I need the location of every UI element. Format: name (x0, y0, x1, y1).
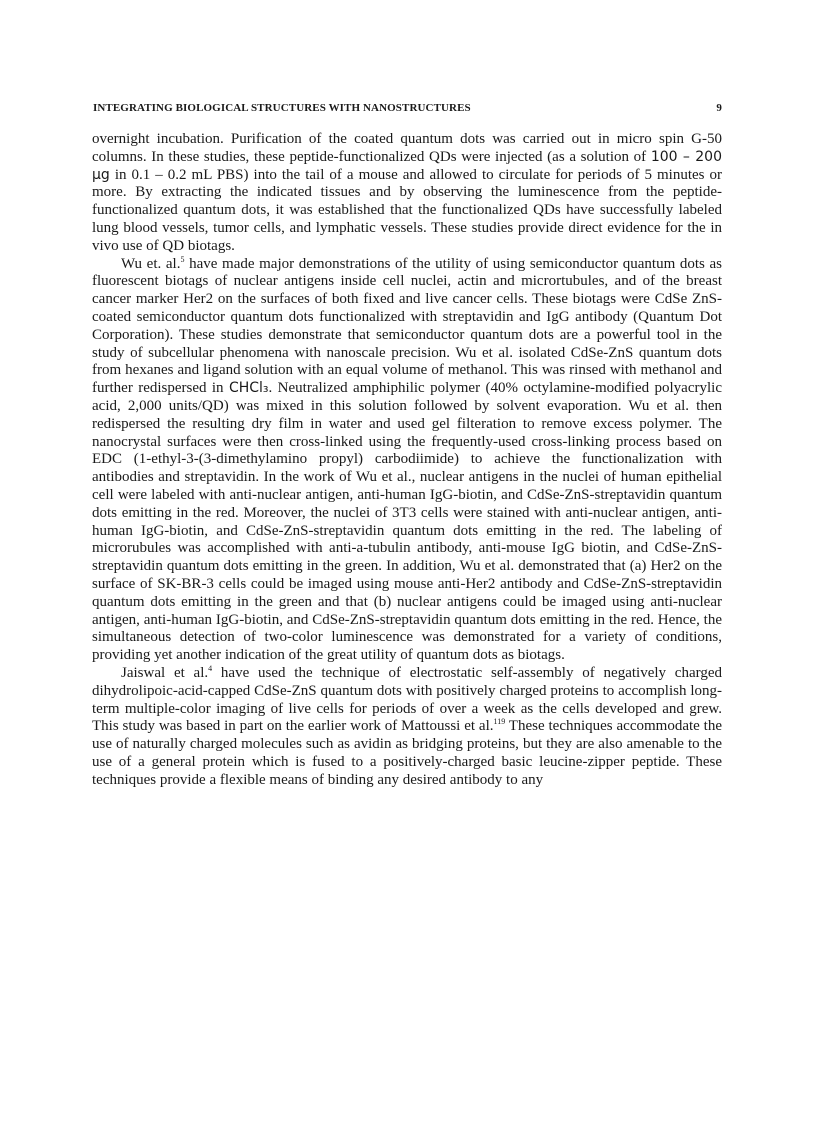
paragraph-jaiswal (92, 665, 722, 790)
paragraph-text: These techniques accommodate the use of naturally charged molecules such as avidin as bridging proteins, but they are also amenable to the use of a general protein which is fused to a positively-charged basic leucine-zipper peptide. These techniques provide a flexible means of binding any desired antibody to any (92, 718, 722, 788)
paragraph-text: overnight incubation. Purification of the coated quantum dots was carried out in micro spin G-50 columns. In these studies, these peptide-functionalized QDs were injected (as a solution of (92, 131, 722, 165)
paragraph-text: Jaiswal et al. (121, 664, 209, 681)
running-header (92, 99, 722, 119)
citation-superscript: 119 (493, 717, 506, 727)
paragraph-continued (92, 131, 722, 256)
paragraph-text: have made major demonstrations of the utility of using semiconductor quantum dots as fluorescent biotags of nuclear antigens inside cell nuclei, actin and micrortubules, and of the breast cancer marker Her2 on the surfaces of both fixed and live cancer cells. These biotags were CdSe ZnS-coated semiconductor quantum dots functionalized with streptavidin and IgG antibody (Quantum Dot Corporation). These studies demonstrate that semiconductor quantum dots are a powerful tool in the study of subcellular phenomena with nanoscale precision. Wu et al. isolated CdSe-ZnS quantum dots from hexanes and ligand solution with an equal volume of methanol. This was rinsed with methanol and further redispersed in (92, 255, 722, 397)
page-number: 9 (716, 102, 722, 114)
running-title: INTEGRATING BIOLOGICAL STRUCTURES WITH NANOSTRUCTURES (93, 102, 471, 114)
paragraph-wu (92, 256, 722, 665)
body-text (92, 131, 722, 789)
dose-value: 100 – 200 μg (92, 148, 723, 183)
paragraph-text: have used the technique of electrostatic self-assembly of negatively charged dihydrolipoic-acid-capped CdSe-ZnS quantum dots with positively charged proteins to accomplish long-term multiple-color imaging of live cells for periods of over a week as the cells developed and grew. This study was based in part on the earlier work of Mattoussi et al. (92, 664, 722, 735)
page (92, 99, 722, 789)
citation-superscript: 5 (180, 254, 185, 264)
paragraph-text: . Neutralized amphiphilic polymer (40% octylamine-modified polyacrylic acid, 2,000 units/QD) was mixed in this solution followed by solvent evaporation. Wu et al. then redispersed the resulting dry film in water and used gel filteration to remove excess polymer. The nanocrystal surfaces were then cross-linked using the frequently-used cross-linking process based on EDC (1-ethyl-3-(3-dimethylamino propyl) carbodiimide) to achieve the functionalization with antibodies and streptavidin. In the work of Wu et al., nuclear antigens in the nuclei of human epithelial cell were labeled with anti-nuclear antigen, anti-human IgG-biotin, and CdSe-ZnS-streptavidin quantum dots emitting in the red. Moreover, the nuclei of 3T3 cells were stained with anti-nuclear antigen, anti-human IgG-biotin, and CdSe-ZnS-streptavidin quantum dots emitting in the red. The labeling of microrubules was accomplished with anti-a-tubulin antibody, anti-mouse IgG biotin, and CdSe-ZnS-streptavidin quantum dots emitting in the green. In addition, Wu et al. demonstrated that (a) Her2 on the surface of SK-BR-3 cells could be imaged using mouse anti-Her2 antibody and CdSe-ZnS-streptavidin quantum dots emitting in the green and that (b) nuclear antigens could be imaged using anti-nuclear antigen, anti-human IgG-biotin, and CdSe-ZnS-streptavidin quantum dots emitting in the red. Hence, the simultaneous detection of two-color luminescence was demonstrated for a variety of conditions, providing yet another indication of the great utility of quantum dots as biotags. (92, 380, 722, 664)
citation-superscript: 4 (208, 663, 213, 673)
chemical-formula: CHCl₃ (228, 380, 269, 397)
paragraph-text: in 0.1 – 0.2 mL PBS) into the tail of a mouse and allowed to circulate for periods of 5 minutes or more. By extracting the indicated tissues and by observing the luminescence from the peptide-functionalized quantum dots, it was established that the functionalized QDs have successfully labeled lung blood vessels, tumor cells, and lymphatic vessels. These studies provide direct evidence for the in vivo use of QD biotags. (92, 166, 722, 254)
paragraph-text: Wu et. al. (121, 255, 181, 272)
